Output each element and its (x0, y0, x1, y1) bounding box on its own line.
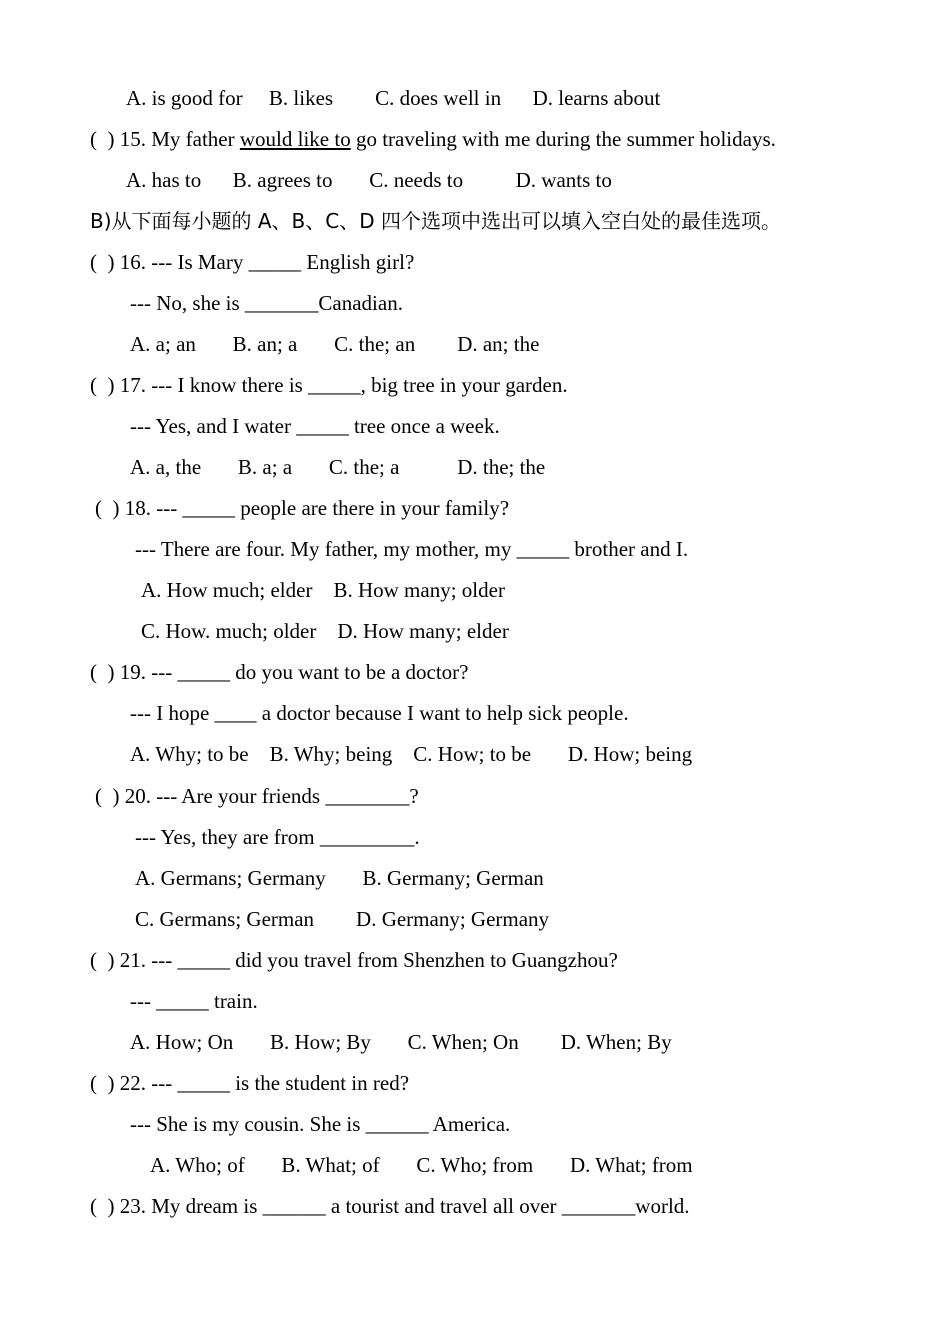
q20-question: ( ) 20. --- Are your friends ________? (95, 784, 419, 808)
q15-options: A. has to B. agrees to C. needs to D. wants to (126, 168, 612, 192)
q14-options: A. is good for B. likes C. does well in D. learns about (126, 86, 661, 110)
q21-options: A. How; On B. How; By C. When; On D. When; By (130, 1030, 672, 1054)
q20-options-row1: A. Germans; Germany B. Germany; German (135, 866, 544, 890)
q23-question: ( ) 23. My dream is ______ a tourist and travel all over _______world. (90, 1194, 690, 1218)
q21-question: ( ) 21. --- _____ did you travel from Shenzhen to Guangzhou? (90, 948, 618, 972)
q15-suffix: go traveling with me during the summer holidays. (350, 127, 776, 151)
q17-options: A. a, the B. a; a C. the; a D. the; the (130, 455, 546, 479)
q20-options-row2: C. Germans; German D. Germany; Germany (135, 907, 550, 931)
q20-response: --- Yes, they are from _________. (135, 825, 420, 849)
q22-options: A. Who; of B. What; of C. Who; from D. What; from (150, 1153, 693, 1177)
q22-question: ( ) 22. --- _____ is the student in red? (90, 1071, 410, 1095)
q19-response: --- I hope ____ a doctor because I want to help sick people. (130, 701, 629, 725)
q18-options-row1: A. How much; elder B. How many; older (141, 578, 505, 602)
q19-question: ( ) 19. --- _____ do you want to be a doctor? (90, 660, 469, 684)
q22-response: --- She is my cousin. She is ______ America. (130, 1112, 511, 1136)
q16-response: --- No, she is _______Canadian. (130, 291, 403, 315)
q16-options: A. a; an B. an; a C. the; an D. an; the (130, 332, 540, 356)
q21-response: --- _____ train. (130, 989, 258, 1013)
q15-underlined-phrase: would like to (239, 127, 351, 151)
q15-prefix: ( ) 15. My father (90, 127, 240, 151)
q17-question: ( ) 17. --- I know there is _____, big tree in your garden. (90, 373, 568, 397)
q16-question: ( ) 16. --- Is Mary _____ English girl? (90, 250, 415, 274)
q18-options-row2: C. How. much; older D. How many; elder (141, 619, 509, 643)
q17-response: --- Yes, and I water _____ tree once a week. (130, 414, 500, 438)
section-b-instruction: B)从下面每小题的 A、B、C、D 四个选项中选出可以填入空白处的最佳选项。 (90, 209, 782, 233)
q15-question (90, 129, 776, 150)
q19-options: A. Why; to be B. Why; being C. How; to be D. How; being (130, 742, 693, 766)
q18-response: --- There are four. My father, my mother, my _____ brother and I. (135, 537, 689, 561)
q18-question: ( ) 18. --- _____ people are there in your family? (95, 496, 510, 520)
